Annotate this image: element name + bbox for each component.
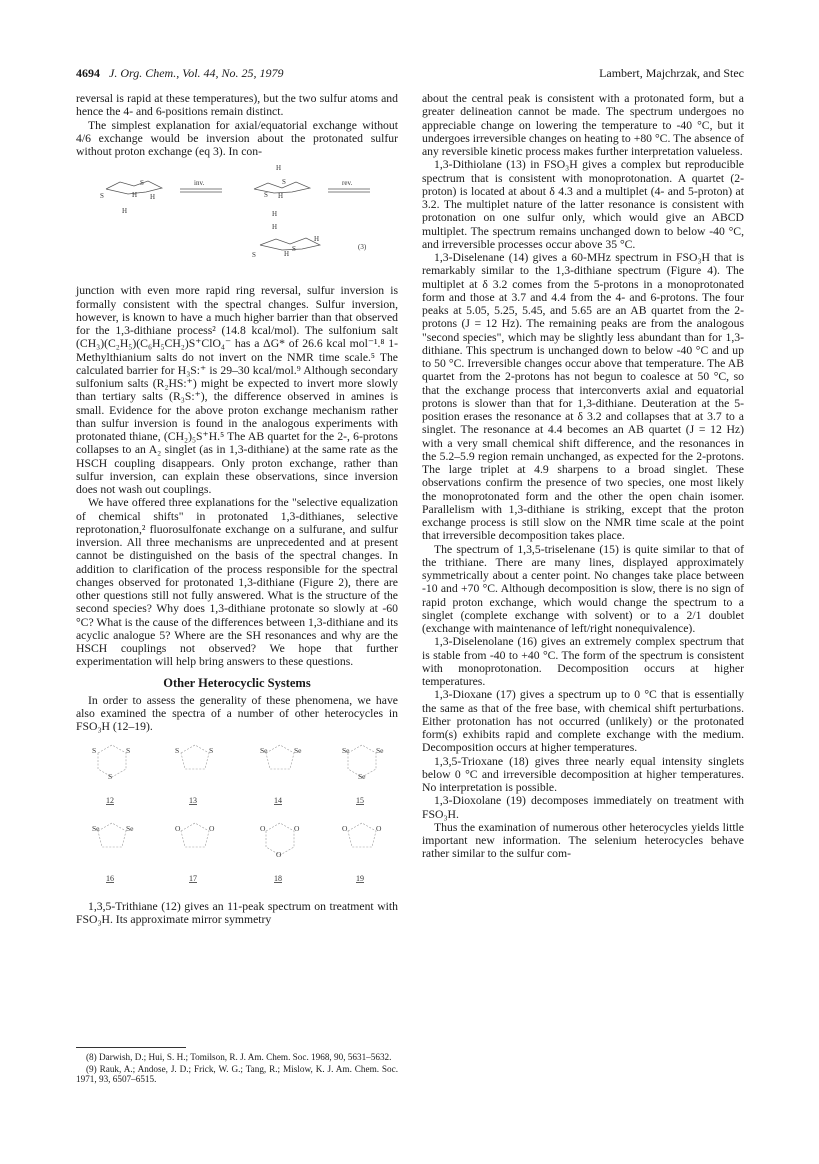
- footnote-8: (8) Darwish, D.; Hui, S. H.; Tomilson, R. J. Am. Chem. Soc. 1968, 90, 5631–5632.: [86, 1052, 392, 1062]
- structure-13: [175, 745, 213, 805]
- hydrogen-label: H: [122, 207, 128, 216]
- hydrogen-label: H: [284, 250, 290, 259]
- structure-14: [260, 745, 302, 805]
- atom-label: Se: [376, 745, 384, 755]
- structure-19: [342, 823, 382, 883]
- compound-number: 18: [274, 873, 282, 883]
- atom-label: O: [376, 823, 382, 833]
- sulfur-label: S: [264, 191, 268, 200]
- authors: Lambert, Majchrzak, and Stec: [599, 66, 744, 80]
- page-number: 4694: [76, 66, 100, 80]
- ring-bond: [98, 823, 126, 847]
- sulfur-label: S: [292, 245, 296, 254]
- atom-label: Se: [260, 745, 268, 755]
- paragraph: 1,3-Dioxane (17) gives a spectrum up to 0 °C that is essentially the same as that of the free base, with chemical shift perturbations. Either protonation has not occurred (unlikely) or the protonated form(s) exhibits rapid and complete exchange with the medium. Decomposition occurs at higher temperatures.: [422, 688, 744, 755]
- atom-label: O: [209, 823, 215, 833]
- structure-15: [342, 745, 384, 805]
- compound-number: 16: [106, 873, 114, 883]
- compound-number: 17: [189, 873, 197, 883]
- atom-label: Se: [358, 771, 366, 781]
- paragraph: 1,3-Diselenane (14) gives a 60-MHz spectrum in FSO₃H that is remarkably similar to the 1,3-dithiane spectrum (Figure 4). The multiplet at δ 3.2 comes from the 5-protons in a monoprotonated form and those at 3.7 and 4.4 from the 4- and 6-protons. The four peaks at 5.05, 5.25, 5.45, and 5.65 are an AB quartet from the 2-protons (J = 12 Hz). The remaining peaks are from the analogous "second species", which may be slightly less abundant than for 1,3-dithiane. This spectrum is unchanged down to below -40 °C and up to 50 °C. Irreversible changes occur above that temperature. The AB quartet from the 2-protons has not begun to coalesce at 50 °C, so that the exchange process that interconverts axial and equatorial protons is slower than that for 1,3-dithiane. Deuteration at the 5-position erases the resonance at δ 3.2 and collapses that at 3.7 to a singlet. The resonance at 4.4 becomes an AB quartet (J = 12 Hz) with a very small chemical shift difference, and the resonances in the 5.2–5.9 region remain unchanged, as expected for the 2-protons. The large triplet at 4.9 sharpens to a broad singlet. These observations confirm the presence of two species, one most likely the monoprotonated form and the other the open chain isomer. Parallelism with 1,3-dithiane is striking, except that the proton exchange process is still slow on the NMR time scale at the point that irreversible decomposition takes place.: [422, 251, 744, 543]
- heterocycle-structures: [76, 739, 398, 894]
- atom-label: Se: [294, 745, 302, 755]
- reversal-label: rev.: [342, 179, 353, 188]
- paragraph: 1,3-Diselenolane (16) gives an extremely complex spectrum that is stable from -40 to +40 °C. The form of the spectrum is consistent with monoprotonation. Decomposition occurs at higher temperatures.: [422, 635, 744, 688]
- atom-label: O: [260, 823, 266, 833]
- paragraph: The spectrum of 1,3,5-triselenane (15) is quite similar to that of the trithiane. There are many lines, displayed approximately symmetrically about a center point. No changes take place between -10 and +70 °C. Although decomposition is slow, there is no sign of rapid proton exchange, which would change the spectrum to a singlet (complete exchange with solvent) or to a 2/1 doublet (exchange with maintenance of left/right nonequivalence).: [422, 542, 744, 635]
- paragraph: 1,3,5-Trioxane (18) gives three nearly equal intensity singlets below 0 °C and irreversible decomposition at higher temperatures. No interpretation is possible.: [422, 754, 744, 794]
- atom-label: O: [175, 823, 181, 833]
- hydrogen-label: H: [278, 192, 284, 201]
- paragraph: In order to assess the generality of these phenomena, we have also examined the spectra of a number of other heterocycles in FSO₃H (12–19).: [76, 693, 398, 734]
- paragraph: Thus the examination of numerous other heterocycles yields little important new information. The selenium heterocycles behave rather similar to the sulfur com-: [422, 820, 744, 861]
- running-header: [76, 66, 744, 82]
- left-column: [76, 92, 398, 926]
- compound-number: 15: [356, 795, 364, 805]
- atom-label: Se: [342, 745, 350, 755]
- ring-bond: [266, 745, 294, 769]
- atom-label: Se: [126, 823, 134, 833]
- sulfur-label: S: [252, 251, 256, 260]
- equation-number: (3): [358, 243, 367, 252]
- compound-number: 13: [189, 795, 197, 805]
- journal-citation: J. Org. Chem., Vol. 44, No. 25, 1979: [109, 66, 284, 80]
- atom-label: O: [276, 849, 282, 859]
- atom-label: S: [175, 745, 180, 755]
- right-column: [422, 92, 744, 861]
- structure-16: [92, 823, 134, 883]
- footnote-9: (9) Rauk, A.; Andose, J. D.; Frick, W. G.; Tang, R.; Mislow, K. J. Am. Chem. Soc. 1971, 93, 6507–6515.: [76, 1063, 398, 1085]
- paragraph: junction with even more rapid ring reversal, sulfur inversion is formally consistent with the spectral changes. Sulfur inversion, however, is known to have a much higher barrier than that observed for the 1,3-dithiane process² (14.8 kcal/mol). The sulfonium salt (CH₃)(C₂H₅)(C₆H₅CH₂)S⁺ClO₄⁻ has a ΔG* of 26.6 kcal mol⁻¹.⁸ 1-Methylthianium salts do not invert on the NMR time scale.⁵ The calculated barrier for H₃S:⁺ is 29–30 kcal/mol.⁹ Although secondary sulfonium salts (R₂HS:⁺) might be expected to invert more slowly than tertiary salts (R₃S:⁺), the difference observed in amines is small. Evidence for the above proton exchange mechanism rather than sulfur inversion is found in the analogous experiments with protonated thiane, (CH₂)₅S⁺H.⁵ The AB quartet for the 2-, 6-protons collapses to an A₂ singlet (as in 1,3-dithiane) at the same rate as the HSCH coupling disappears. Only proton exchange, rather than sulfur inversion, can explain these observations, since inversion does not wash out couplings.: [76, 284, 398, 496]
- hydrogen-label: H: [132, 191, 138, 200]
- footnotes: [76, 1047, 398, 1086]
- ring-bond: [181, 823, 209, 847]
- compound-number: 19: [356, 873, 364, 883]
- hydrogen-label: H: [276, 164, 282, 173]
- paragraph: The simplest explanation for axial/equatorial exchange without 4/6 exchange would be inversion about the protonated sulfur without proton exchange (eq 3). In con-: [76, 118, 398, 158]
- structure-17: [175, 823, 215, 883]
- structure-12: [92, 745, 130, 805]
- compound-number: 12: [106, 795, 114, 805]
- hydrogen-label: H: [272, 223, 278, 232]
- atom-label: S: [126, 745, 131, 755]
- paragraph: about the central peak is consistent with a protonated form, but a greater delineation cannot be made. The spectrum undergoes no appreciable change on lowering the temperature to -40 °C, but it undergoes irreversible changes on heating to +80 °C. The absence of any reversible kinetic process makes further interpretation valueless.: [422, 92, 744, 158]
- sulfur-label: S: [282, 178, 286, 187]
- ring-bond: [348, 823, 376, 847]
- atom-label: S: [209, 745, 214, 755]
- paragraph: We have offered three explanations for the "selective equalization of chemical shifts" in protonated 1,3-dithianes, selective reprotonation,² fluorosulfonate exchange on a sulfurane, and sulfur inversion. All three mechanisms are unprecedented and at present cannot be distinguished on the basis of the spectral changes. In addition to clarification of the process responsible for the spectral changes observed for protonated 1,3-dithiane (Figure 2), there are other questions still not fully answered. What is the structure of the second species? Why does 1,3-dithiane protonate so slowly at -60 °C? What is the cause of the differences between 1,3-dithiane and its acyclic analogue 5? Where are the SH resonances and why are the HSCH couplings not observed? We hope that further experimentation will help bring answers to these questions.: [76, 496, 398, 669]
- inversion-label: inv.: [194, 179, 205, 188]
- footnote-rule: [76, 1047, 186, 1048]
- hydrogen-label: H: [314, 235, 320, 244]
- atom-label: O: [342, 823, 348, 833]
- sulfur-label: S: [140, 179, 144, 188]
- hydrogen-label: H: [272, 210, 278, 219]
- paragraph: 1,3-Dioxolane (19) decomposes immediately on treatment with FSO₃H.: [422, 794, 744, 821]
- atom-label: S: [92, 745, 97, 755]
- hydrogen-label: H: [150, 193, 156, 202]
- sulfur-label: S: [100, 192, 104, 201]
- section-heading: Other Heterocyclic Systems: [163, 675, 311, 690]
- paragraph: 1,3-Dithiolane (13) in FSO₃H gives a complex but reproducible spectrum that is consistent with monoprotonation. A quartet (2-proton) is located at about δ 4.3 and a multiplet (4- and 5-proton) at 3.2. The multiplet nature of the latter resonance is consistent with protonation on one sulfur only, which would give an ABCD multiplet. The spectrum remains unchanged down to below -40 °C, and irreversible processes occur above 35 °C.: [422, 158, 744, 251]
- paragraph: reversal is rapid at these temperatures), but the two sulfur atoms and hence the 4- and 6-positions remain distinct.: [76, 92, 398, 119]
- atom-label: O: [294, 823, 300, 833]
- atom-label: Se: [92, 823, 100, 833]
- compound-number: 14: [274, 795, 282, 805]
- ring-bond: [181, 745, 209, 769]
- structure-18: [260, 823, 300, 883]
- atom-label: S: [108, 771, 113, 781]
- equation-3-scheme: [76, 161, 398, 281]
- paragraph: 1,3,5-Trithiane (12) gives an 11-peak spectrum on treatment with FSO₃H. Its approximate mirror symmetry: [76, 899, 398, 926]
